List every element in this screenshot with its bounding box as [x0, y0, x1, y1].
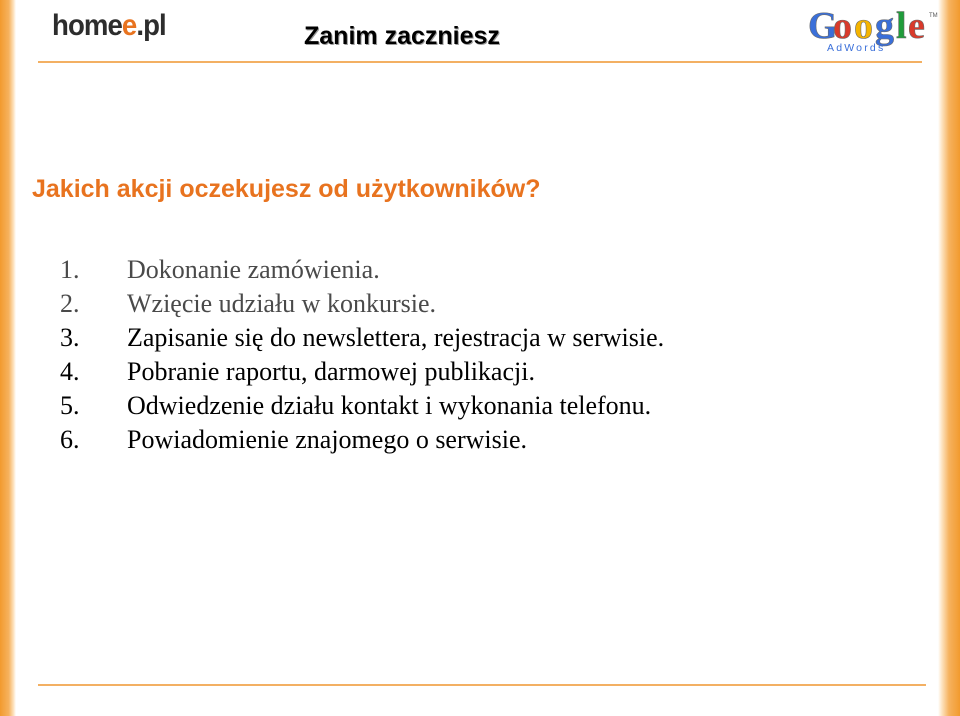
google-letter: g	[875, 5, 894, 47]
list-item-number: 6.	[60, 425, 80, 454]
list-item-text: Zapisanie się do newslettera, rejestracja w serwisie.	[127, 323, 665, 352]
list-item	[60, 253, 664, 287]
list-item-text: Wzięcie udziału w konkursie.	[127, 289, 436, 318]
list-item	[60, 389, 664, 423]
trademark-mark: TM	[929, 13, 938, 19]
logo-home-text: home	[52, 9, 122, 42]
actions-list	[60, 253, 664, 457]
adwords-label: AdWords	[827, 42, 886, 54]
google-letter: o	[833, 5, 852, 47]
google-letter: e	[908, 5, 925, 47]
list-item-text: Powiadomienie znajomego o serwisie.	[127, 425, 528, 454]
right-accent-bar	[938, 0, 960, 716]
header-divider	[38, 61, 922, 63]
list-item	[60, 423, 664, 457]
google-adwords-logo	[806, 2, 940, 56]
list-item	[60, 321, 664, 355]
list-item	[60, 355, 664, 389]
google-letter: G	[808, 5, 838, 47]
list-item-text: Pobranie raportu, darmowej publikacji.	[127, 357, 535, 386]
question-heading: Jakich akcji oczekujesz od użytkowników?	[32, 175, 541, 203]
home-pl-logo	[52, 8, 166, 44]
google-wordmark	[808, 5, 925, 47]
list-item	[60, 287, 664, 321]
list-item-number: 2.	[60, 289, 80, 318]
list-item-text: Odwiedzenie działu kontakt i wykonania telefonu.	[127, 391, 652, 420]
footer-divider	[38, 684, 926, 686]
list-item-number: 3.	[60, 323, 80, 352]
left-accent-bar	[0, 0, 16, 716]
google-letter: o	[854, 5, 873, 47]
list-item-text: Dokonanie zamówienia.	[127, 255, 380, 284]
slide-title: Zanim zaczniesz	[304, 22, 500, 50]
list-item-number: 5.	[60, 391, 80, 420]
logo-accent-letter: e	[121, 9, 137, 42]
list-item-number: 4.	[60, 357, 80, 386]
google-letter: l	[896, 5, 907, 47]
logo-tld-text: .pl	[136, 9, 166, 42]
list-item-number: 1.	[60, 255, 80, 284]
